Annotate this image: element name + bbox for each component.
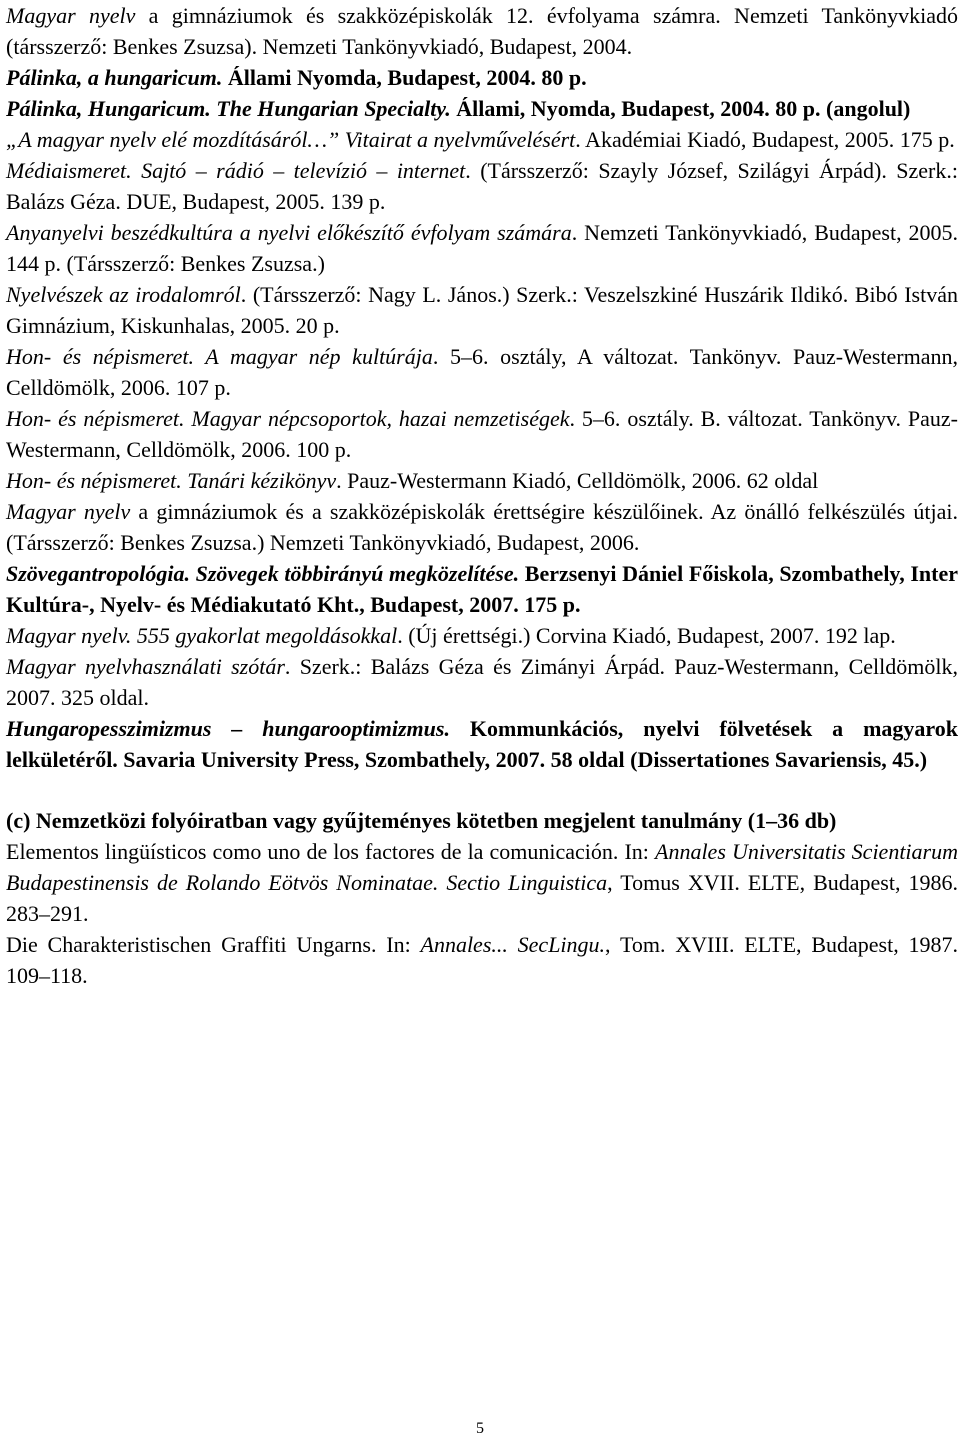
entry-text: . Pauz-Westermann Kiadó, Celldömölk, 2006. 62 oldal: [336, 468, 819, 493]
entry-text: . (Társszerző: Szayly József, Szilágyi Árpád). Szerk.: Balázs Géza. DUE, Budapest, 2005. 139 p.: [6, 158, 958, 214]
entry-title-text: Nyelvészek az irodalomról: [6, 282, 241, 307]
entry-text: , Tom. XVIII. ELTE, Budapest, 1987. 109–118.: [6, 932, 958, 988]
entry-text: . Szerk.: Balázs Géza és Zimányi Árpád. Pauz-Westermann, Celldömölk, 2007. 325 oldal.: [6, 654, 958, 710]
entry-text: Die Charakteristischen Graffiti Ungarns. In:: [6, 932, 421, 957]
bibliography-entry: [6, 403, 958, 465]
bibliography-entry: [6, 124, 958, 155]
bibliography-entry: [6, 713, 958, 775]
entry-title-text: Kommunkációs, nyelvi fölvetések a magyarok lelkületéről. Savaria University Press, Szombathely, 2007. 58 oldal (Dissertationes Savariensis, 45.): [6, 716, 959, 772]
bibliography-entry: [6, 496, 958, 558]
bibliography-entry: [6, 217, 958, 279]
entry-title-text: Hon- és népismeret. Magyar népcsoportok, hazai nemzetiségek: [6, 406, 570, 431]
bibliography-entry: [6, 279, 958, 341]
entry-title-text: Szövegantropológia. Szövegek többirányú megközelítése.: [6, 561, 520, 586]
entry-title-text: Berzsenyi Dániel Főiskola, Szombathely, Inter Kultúra-, Nyelv- és Médiakutató Kht., Budapest, 2007. 175 p.: [6, 561, 959, 617]
bibliography-list: [6, 0, 958, 775]
entry-text: . 5–6. osztály, A változat. Tankönyv. Pauz-Westermann, Celldömölk, 2006. 107 p.: [6, 344, 958, 400]
entry-title-text: Anyanyelvi beszédkultúra a nyelvi előkészítő évfolyam számára: [6, 220, 572, 245]
entry-title-text: Magyar nyelv: [6, 499, 131, 524]
entry-title-text: Hon- és népismeret. Tanári kézikönyv: [6, 468, 337, 493]
bibliography-entry: [6, 836, 958, 929]
entry-title-text: Annales Universitatis Scientiarum Budapestinensis de Rolando Eötvös Nominatae. Sectio Linguistica: [6, 839, 958, 895]
entry-text: a gimnáziumok és a szakközépiskolák érettségire készülőinek. Az önálló felkészülés útjai. (Társszerző: Benkes Zsuzsa.) Nemzeti Tankönyvkiadó, Budapest, 2006.: [6, 499, 958, 555]
document-page: [6, 0, 958, 991]
bibliography-entry: [6, 929, 958, 991]
entry-title-text: Magyar nyelv. 555 gyakorlat megoldásokkal: [6, 623, 398, 648]
entry-title-text: Annales... SecLingu.: [420, 932, 606, 957]
bibliography-entry: [6, 341, 958, 403]
bibliography-entry: [6, 93, 958, 124]
entry-title-text: Állami, Nyomda, Budapest, 2004. 80 p. (angolul): [450, 96, 911, 121]
entry-text: a gimnáziumok és szakközépiskolák 12. évfolyama számra. Nemzeti Tankönyvkiadó (társszerző: Benkes Zsuzsa). Nemzeti Tankönyvkiadó, Budapest, 2004.: [6, 3, 959, 59]
entry-title-text: Médiaismeret. Sajtó – rádió – televízió – internet: [6, 158, 466, 183]
bibliography-entry: [6, 62, 958, 93]
entry-title-text: Hungaropesszimizmus – hungarooptimizmus.: [6, 716, 450, 741]
bibliography-entry: [6, 0, 958, 62]
entry-text: . (Társszerző: Nagy L. János.) Szerk.: Veszelszkiné Huszárik Ildikó. Bibó István Gimnázium, Kiskunhalas, 2005. 20 p.: [6, 282, 958, 338]
bibliography-entry: [6, 558, 958, 620]
entry-text: , Tomus XVII. ELTE, Budapest, 1986. 283–291.: [6, 870, 959, 926]
bibliography-entry: [6, 155, 958, 217]
page-number: 5: [476, 1420, 484, 1437]
entry-title-text: „A magyar nyelv elé mozdításáról…” Vitairat a nyelvművelésért: [6, 127, 576, 152]
entry-title-text: Állami Nyomda, Budapest, 2004. 80 p.: [222, 65, 587, 90]
bibliography-entry: [6, 620, 958, 651]
section-bibliography-list: [6, 836, 958, 991]
entry-text: . (Új érettségi.) Corvina Kiadó, Budapest, 2007. 192 lap.: [397, 623, 896, 648]
section-heading: (c) Nemzetközi folyóiratban vagy gyűjteményes kötetben megjelent tanulmány (1–36 db): [6, 808, 837, 833]
entry-text: . 5–6. osztály. B. változat. Tankönyv. Pauz-Westermann, Celldömölk, 2006. 100 p.: [6, 406, 959, 462]
entry-text: . Nemzeti Tankönyvkiadó, Budapest, 2005. 144 p. (Társszerző: Benkes Zsuzsa.): [6, 220, 958, 276]
bibliography-entry: [6, 465, 958, 496]
section-spacer: [6, 775, 958, 805]
entry-title-text: Magyar nyelv: [6, 3, 136, 28]
entry-title-text: Pálinka, Hungaricum. The Hungarian Specialty.: [6, 96, 451, 121]
entry-title-text: Magyar nyelvhasználati szótár: [6, 654, 285, 679]
entry-title-text: Hon- és népismeret. A magyar nép kultúrája: [6, 344, 433, 369]
entry-text: . Akadémiai Kiadó, Budapest, 2005. 175 p.: [575, 127, 955, 152]
entry-text: Elementos lingüísticos como uno de los factores de la comunicación. In:: [6, 839, 655, 864]
bibliography-entry: [6, 651, 958, 713]
entry-title-text: Pálinka, a hungaricum.: [6, 65, 223, 90]
